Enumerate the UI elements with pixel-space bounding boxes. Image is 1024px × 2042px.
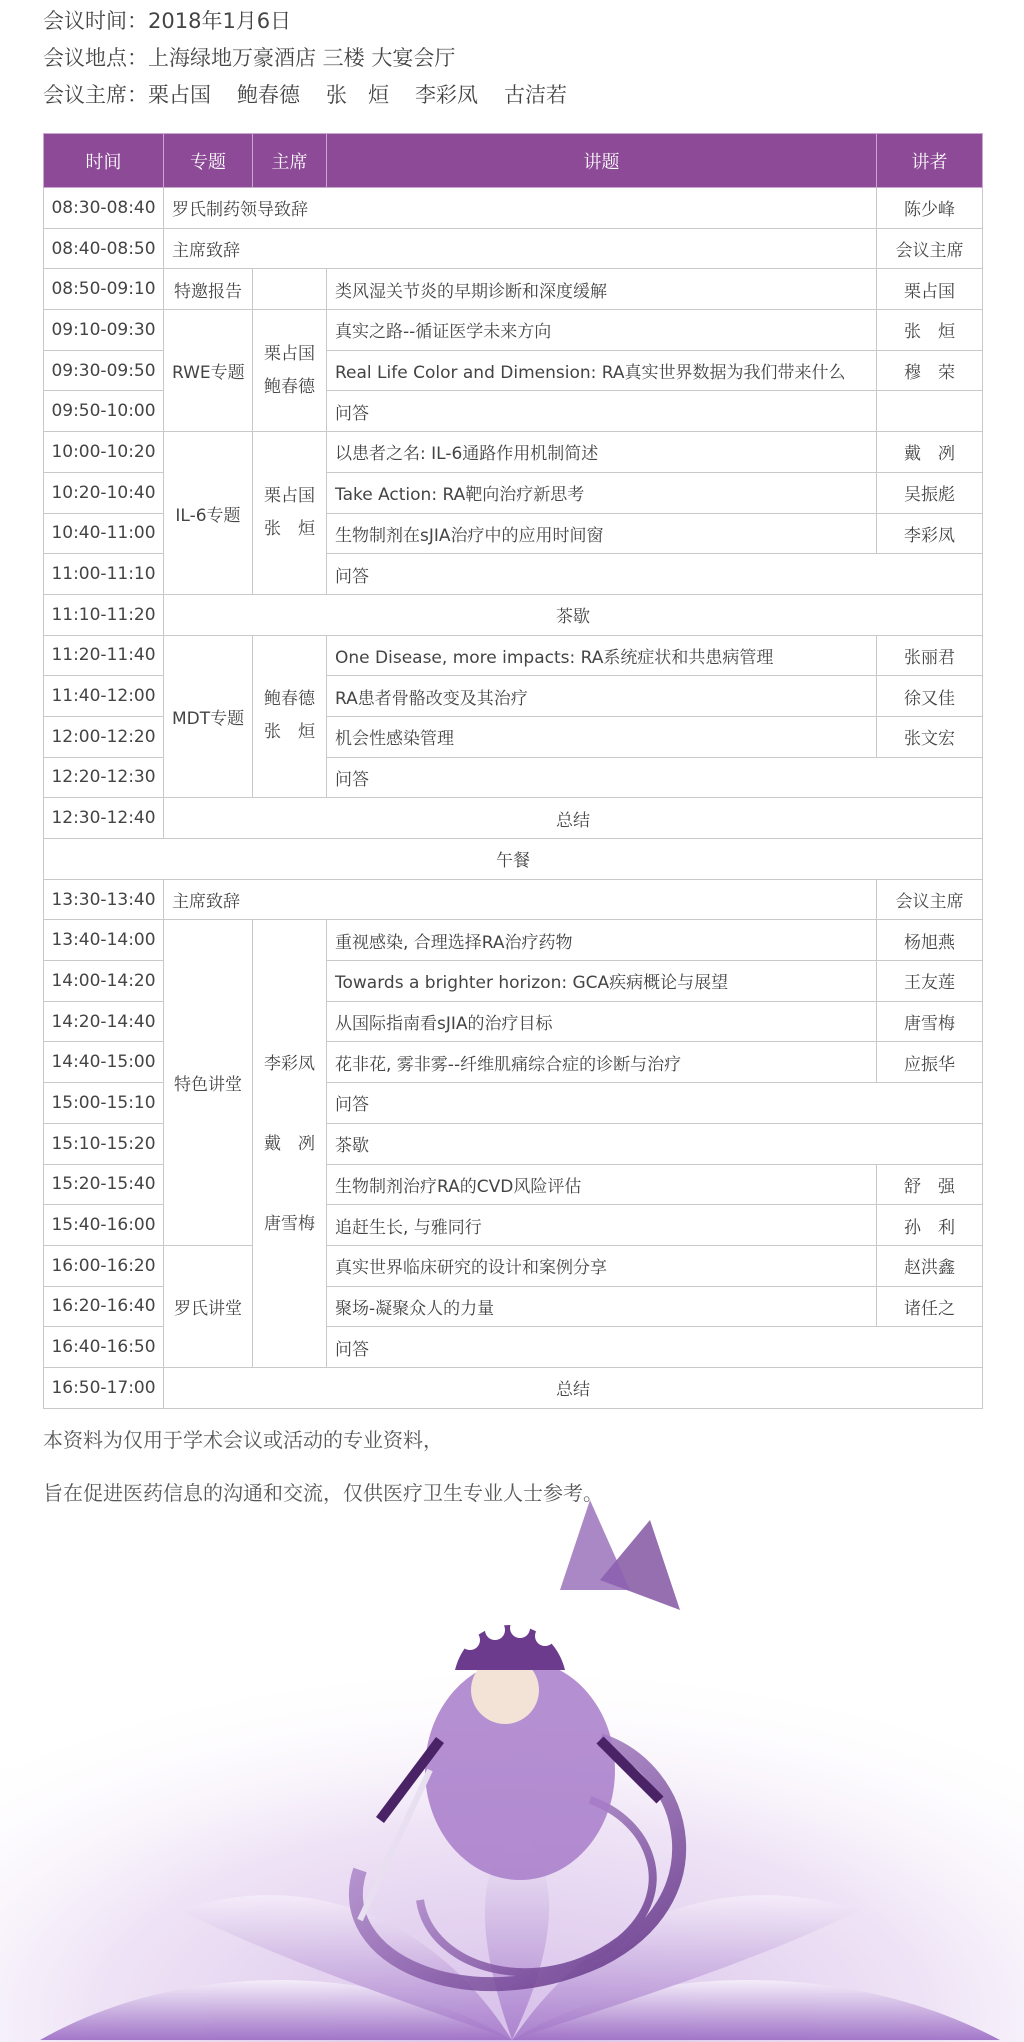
speaker-cell: 杨旭燕 — [877, 920, 983, 961]
time-cell: 09:50-10:00 — [44, 391, 164, 432]
title-cell: 茶歇 — [327, 1123, 983, 1164]
meeting-info — [43, 0, 983, 111]
title-cell: 花非花, 雾非雾--纤维肌痛综合症的诊断与治疗 — [327, 1042, 877, 1083]
header-speaker: 讲者 — [877, 134, 983, 188]
title-cell: 以患者之名: IL-6通路作用机制简述 — [327, 432, 877, 473]
speaker-cell: 陈少峰 — [877, 188, 983, 229]
topic-cell: 特邀报告 — [164, 269, 253, 310]
meeting-location-value: 上海绿地万豪酒店 三楼 大宴会厅 — [148, 46, 456, 70]
speaker-cell: 徐又佳 — [877, 676, 983, 717]
speaker-cell: 赵洪鑫 — [877, 1245, 983, 1286]
title-cell: 生物制剂在sJIA治疗中的应用时间窗 — [327, 513, 877, 554]
content-cell: 主席致辞 — [164, 228, 877, 269]
disclaimer-line: 旨在促进医药信息的沟通和交流，仅供医疗卫生专业人士参考。 — [43, 1481, 603, 1505]
lunch-cell: 午餐 — [44, 839, 983, 880]
title-cell: 问答 — [327, 554, 983, 595]
table-row — [44, 310, 983, 351]
table-row — [44, 594, 983, 635]
chair-cell — [253, 920, 327, 1368]
time-cell: 11:20-11:40 — [44, 635, 164, 676]
chair-name: 李彩凤 — [264, 1053, 315, 1074]
time-cell: 16:00-16:20 — [44, 1245, 164, 1286]
time-cell: 15:00-15:10 — [44, 1083, 164, 1124]
table-row — [44, 432, 983, 473]
title-cell: 问答 — [327, 757, 983, 798]
title-cell: 重视感染, 合理选择RA治疗药物 — [327, 920, 877, 961]
speaker-cell: 会议主席 — [877, 228, 983, 269]
chair-name: 鲍春德 — [264, 376, 315, 397]
host-name: 栗占国 — [148, 83, 211, 107]
meeting-time — [43, 0, 983, 37]
header-topic: 专题 — [164, 134, 253, 188]
topic-cell: 特色讲堂 — [164, 920, 253, 1246]
time-cell: 15:40-16:00 — [44, 1205, 164, 1246]
speaker-cell: 张 烜 — [877, 310, 983, 351]
host-name: 鲍春德 — [237, 83, 300, 107]
speaker-cell: 张丽君 — [877, 635, 983, 676]
chair-name: 栗占国 — [264, 343, 315, 364]
time-cell: 08:40-08:50 — [44, 228, 164, 269]
time-cell: 09:10-09:30 — [44, 310, 164, 351]
topic-cell: MDT专题 — [164, 635, 253, 798]
summary-cell: 总结 — [164, 798, 983, 839]
content-cell: 罗氏制药领导致辞 — [164, 188, 877, 229]
table-row — [44, 228, 983, 269]
table-row — [44, 635, 983, 676]
time-cell: 10:20-10:40 — [44, 472, 164, 513]
title-cell: 问答 — [327, 1327, 983, 1368]
content-cell: 主席致辞 — [164, 879, 877, 920]
title-cell: 真实之路--循证医学未来方向 — [327, 310, 877, 351]
time-cell: 15:10-15:20 — [44, 1123, 164, 1164]
time-cell: 14:20-14:40 — [44, 1001, 164, 1042]
meeting-time-value: 2018年1月6日 — [148, 9, 292, 33]
time-cell: 12:20-12:30 — [44, 757, 164, 798]
host-name: 古洁若 — [504, 83, 567, 107]
speaker-cell: 张文宏 — [877, 716, 983, 757]
speaker-cell: 李彩凤 — [877, 513, 983, 554]
time-cell: 11:00-11:10 — [44, 554, 164, 595]
title-cell: Take Action: RA靶向治疗新思考 — [327, 472, 877, 513]
topic-cell: IL-6专题 — [164, 432, 253, 595]
time-cell: 14:40-15:00 — [44, 1042, 164, 1083]
chair-cell — [253, 310, 327, 432]
speaker-cell: 唐雪梅 — [877, 1001, 983, 1042]
topic-cell: RWE专题 — [164, 310, 253, 432]
time-cell: 08:50-09:10 — [44, 269, 164, 310]
meeting-time-label: 会议时间： — [43, 9, 148, 33]
header-chair: 主席 — [253, 134, 327, 188]
speaker-cell: 会议主席 — [877, 879, 983, 920]
speaker-cell: 应振华 — [877, 1042, 983, 1083]
table-row — [44, 839, 983, 880]
chair-name: 戴 冽 — [264, 1133, 315, 1154]
time-cell: 16:50-17:00 — [44, 1367, 164, 1408]
chair-name: 栗占国 — [264, 486, 315, 506]
time-cell: 12:30-12:40 — [44, 798, 164, 839]
speaker-cell: 吴振彪 — [877, 472, 983, 513]
title-cell: 从国际指南看sJIA的治疗目标 — [327, 1001, 877, 1042]
chair-cell — [253, 269, 327, 310]
speaker-cell: 王友莲 — [877, 961, 983, 1002]
title-cell: 真实世界临床研究的设计和案例分享 — [327, 1245, 877, 1286]
speaker-cell: 戴 冽 — [877, 432, 983, 473]
table-row — [44, 269, 983, 310]
time-cell: 08:30-08:40 — [44, 188, 164, 229]
table-row — [44, 188, 983, 229]
time-cell: 11:10-11:20 — [44, 594, 164, 635]
time-cell: 16:40-16:50 — [44, 1327, 164, 1368]
topic-cell: 罗氏讲堂 — [164, 1245, 253, 1367]
table-row — [44, 1245, 983, 1286]
time-cell: 16:20-16:40 — [44, 1286, 164, 1327]
meeting-hosts-label: 会议主席： — [43, 83, 148, 107]
chair-name: 鲍春德 — [264, 689, 315, 710]
disclaimer-line: 本资料为仅用于学术会议或活动的专业资料， — [43, 1428, 443, 1452]
chair-name: 张 烜 — [264, 722, 315, 743]
time-cell: 15:20-15:40 — [44, 1164, 164, 1205]
header-title: 讲题 — [327, 134, 877, 188]
speaker-cell: 穆 荣 — [877, 350, 983, 391]
speaker-cell: 舒 强 — [877, 1164, 983, 1205]
title-cell: 追赶生长, 与雅同行 — [327, 1205, 877, 1246]
meeting-location-label: 会议地点： — [43, 46, 148, 70]
meeting-location — [43, 37, 983, 74]
disclaimer — [43, 1425, 983, 1531]
time-cell: 11:40-12:00 — [44, 676, 164, 717]
title-cell: Real Life Color and Dimension: RA真实世界数据为我们带来什么 — [327, 350, 877, 391]
speaker-cell — [877, 391, 983, 432]
title-cell: 问答 — [327, 391, 877, 432]
title-cell: 生物制剂治疗RA的CVD风险评估 — [327, 1164, 877, 1205]
header-time: 时间 — [44, 134, 164, 188]
title-cell: 类风湿关节炎的早期诊断和深度缓解 — [327, 269, 877, 310]
title-cell: Towards a brighter horizon: GCA疾病概论与展望 — [327, 961, 877, 1002]
speaker-cell: 诸任之 — [877, 1286, 983, 1327]
title-cell: 机会性感染管理 — [327, 716, 877, 757]
speaker-cell: 孙 利 — [877, 1205, 983, 1246]
chair-cell — [253, 432, 327, 595]
chair-name: 唐雪梅 — [264, 1213, 315, 1234]
title-cell: RA患者骨骼改变及其治疗 — [327, 676, 877, 717]
agenda-table — [43, 133, 983, 1409]
break-cell: 茶歇 — [164, 594, 983, 635]
time-cell: 10:40-11:00 — [44, 513, 164, 554]
table-row — [44, 1367, 983, 1408]
title-cell: 聚场-凝聚众人的力量 — [327, 1286, 877, 1327]
speaker-cell: 栗占国 — [877, 269, 983, 310]
chair-cell — [253, 635, 327, 798]
time-cell: 12:00-12:20 — [44, 716, 164, 757]
table-row — [44, 920, 983, 961]
time-cell: 10:00-10:20 — [44, 432, 164, 473]
title-cell: 问答 — [327, 1083, 983, 1124]
summary-cell: 总结 — [164, 1367, 983, 1408]
time-cell: 13:30-13:40 — [44, 879, 164, 920]
meeting-hosts — [43, 74, 983, 111]
time-cell: 14:00-14:20 — [44, 961, 164, 1002]
chair-name: 张 烜 — [264, 519, 315, 539]
agenda-header-row — [44, 134, 983, 188]
host-name: 张 烜 — [326, 83, 389, 107]
table-row — [44, 798, 983, 839]
title-cell: One Disease, more impacts: RA系统症状和共患病管理 — [327, 635, 877, 676]
time-cell: 09:30-09:50 — [44, 350, 164, 391]
time-cell: 13:40-14:00 — [44, 920, 164, 961]
table-row — [44, 879, 983, 920]
host-name: 李彩凤 — [415, 83, 478, 107]
